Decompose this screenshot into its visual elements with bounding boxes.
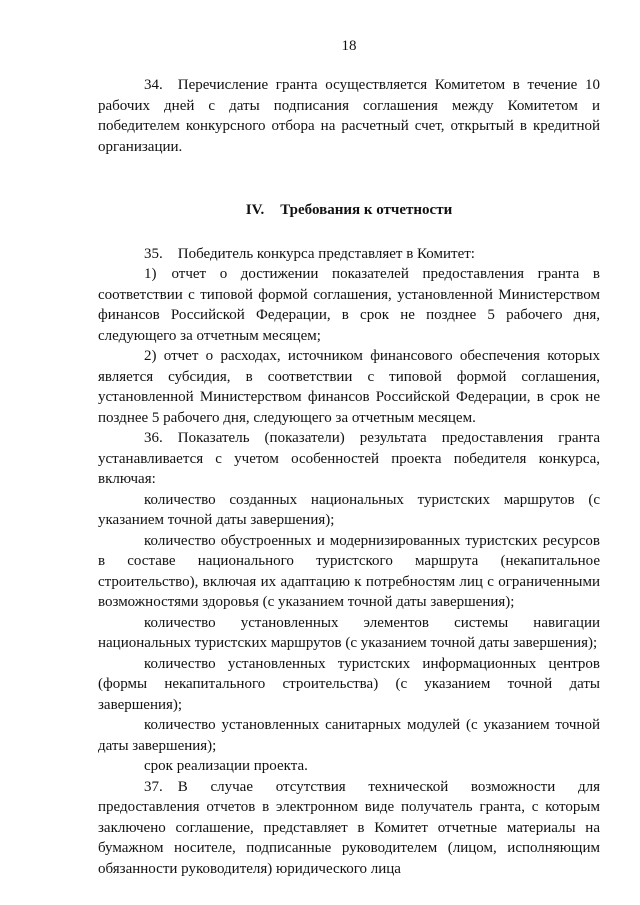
indicator-sanitary-modules: количество установленных санитарных модулей (с указанием точной даты завершения); bbox=[98, 717, 600, 754]
paragraph-36: 36. Показатель (показатели) результата предоставления гранта устанавливается с учетом особенностей проекта победителя конкурса, включая: bbox=[98, 430, 600, 487]
page-number: 18 bbox=[341, 38, 357, 54]
indicator-info-centers: количество установленных туристских информационных центров (формы некапитального строительства) (с указанием точной даты завершения); bbox=[98, 655, 600, 713]
paragraph-35-item-2: 2) отчет о расходах, источником финансового обеспечения которых является субсидия, в соответствии с типовой формой соглашения, установленной Министерством финансов Российской Федерации, в срок не позднее 5 рабочего дня, следующего за отчетным месяцем. bbox=[98, 348, 600, 426]
section-heading bbox=[98, 200, 600, 221]
indicator-resources: количество обустроенных и модернизированных туристских ресурсов в составе национального туристского маршрута (некапитальное строительство), включая их адаптацию к потребностям лиц с ограниченными возможностями здоровья (с указанием точной даты завершения); bbox=[98, 532, 600, 610]
section-title: Требования к отчетности bbox=[280, 202, 453, 218]
section-number: IV. bbox=[245, 202, 265, 218]
paragraph-34: 34. Перечисление гранта осуществляется Комитетом в течение 10 рабочих дней с даты подписания соглашения между Комитетом и победителем конкурсного отбора на расчетный счет, открытый в кредитной организации. bbox=[98, 77, 600, 155]
indicator-routes: количество созданных национальных туристских маршрутов (с указанием точной даты завершения); bbox=[98, 491, 600, 528]
paragraph-35: 35. Победитель конкурса представляет в Комитет: bbox=[144, 245, 475, 262]
paragraph-37: 37. В случае отсутствия технической возможности для предоставления отчетов в электронном виде получатель гранта, с которым заключено соглашение, представляет в Комитет отчетные материалы на бумажном носителе, подписанные руководителем (лицом, исполняющим обязанности руководителя) юридического лица bbox=[98, 778, 600, 877]
paragraph-35-item-1: 1) отчет о достижении показателей предоставления гранта в соответствии с типовой формой соглашения, установленной Министерством финансов Российской Федерации, в срок не позднее 5 рабочего дня, следующего за отчетным месяцем; bbox=[98, 266, 600, 344]
indicator-navigation: количество установленных элементов системы навигации национальных туристских маршрутов (с указанием точной даты завершения); bbox=[98, 614, 600, 651]
indicator-project-term: срок реализации проекта. bbox=[144, 758, 308, 774]
